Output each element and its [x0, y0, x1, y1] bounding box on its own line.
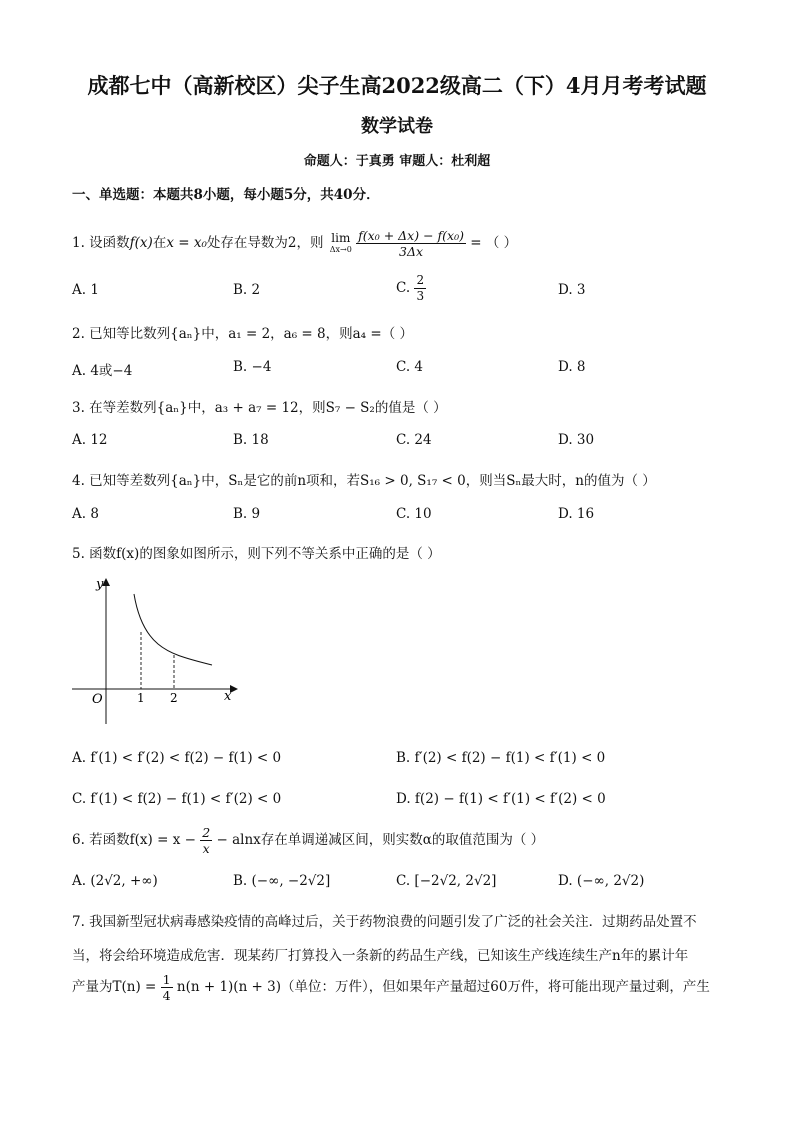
q1-fraction: [356, 228, 466, 259]
question-3-stem: 3. 在等差数列{aₙ}中，a₃ + a₇ = 12，则S₇ − S₂的值是（ ）: [72, 400, 447, 416]
q3-option-b: B. 18: [233, 432, 269, 448]
question-2-stem: 2. 已知等比数列{aₙ}中，a₁ = 2，a₆ = 8，则a₄ =（ ）: [72, 326, 413, 342]
q1-limit: [330, 232, 352, 256]
origin-label: O: [92, 692, 103, 707]
q5-option-b: B. f′(2) < f(2) − f(1) < f′(1) < 0: [396, 750, 606, 766]
question-7-line-3: [72, 972, 710, 1003]
q1-option-c: [396, 273, 426, 304]
q1-x0: x = x₀: [166, 235, 207, 251]
q7-text-a: 产量为T(n) =: [72, 979, 157, 995]
q2-option-c: C. 4: [396, 359, 424, 375]
q7-frac-den: 4: [162, 988, 171, 1003]
exam-subtitle: 数学试卷: [361, 116, 433, 137]
q1-fx: f(x): [129, 235, 153, 251]
exam-title: 成都七中（高新校区）尖子生高2022级高二（下）4月月考考试题: [87, 73, 707, 98]
q6-option-a: A. (2√2, +∞): [72, 873, 158, 889]
q6-option-c: C. [−2√2, 2√2]: [396, 873, 497, 889]
tick-label-1: 1: [137, 691, 145, 705]
q2-option-d: D. 8: [558, 359, 586, 375]
q1-option-d: D. 3: [558, 282, 586, 298]
q6-text-a: 6. 若函数f(x) = x −: [72, 832, 196, 848]
q6-frac-den: x: [202, 841, 210, 856]
q1-option-c-den: 3: [416, 289, 425, 303]
q5-function-graph: [66, 574, 246, 734]
y-axis-label: y: [96, 577, 104, 592]
question-7-line-2: 当，将会给环境造成危害．现某药厂打算投入一条新的药品生产线，已知该生产线连续生产n年的累计年: [72, 948, 689, 964]
tick-label-2: 2: [170, 691, 178, 705]
q6-text-b: − alnx存在单调递减区间，则实数α的取值范围为（ ）: [216, 832, 545, 848]
q4-option-c: C. 10: [396, 506, 432, 522]
question-5-stem: 5. 函数f(x)的图象如图所示，则下列不等关系中正确的是（ ）: [72, 546, 441, 562]
q1-text-b: 在: [152, 235, 167, 251]
x-axis-label: x: [224, 689, 232, 704]
curve-main: [134, 594, 212, 665]
question-4-stem: 4. 已知等差数列{aₙ}中，Sₙ是它的前n项和，若S₁₆ > 0, S₁₇ < 0，则当Sₙ最大时，n的值为（ ）: [72, 473, 656, 489]
q5-option-c: C. f′(1) < f(2) − f(1) < f′(2) < 0: [72, 791, 282, 807]
question-6-stem: [72, 825, 544, 856]
q2-option-a: A. 4或−4: [72, 363, 133, 379]
q6-option-b: B. (−∞, −2√2]: [233, 873, 331, 889]
q1-frac-num: f(x₀ + Δx) − f(x₀): [358, 228, 464, 243]
q7-text-b: n(n + 1)(n + 3)（单位：万件），但如果年产量超过60万件，将可能出现产量过剩，产生: [176, 979, 710, 995]
q3-option-a: A. 12: [72, 432, 108, 448]
section-heading: 一、单选题：本题共8小题，每小题5分，共40分．: [72, 187, 380, 203]
q6-fraction: [200, 825, 212, 856]
q1-text-a: 1. 设函数: [72, 235, 130, 251]
q4-option-a: A. 8: [72, 506, 99, 522]
q1-option-a: A. 1: [72, 282, 99, 298]
question-7-line-1: 7. 我国新型冠状病毒感染疫情的高峰过后，关于药物浪费的问题引发了广泛的社会关注．过期药品处置不: [72, 914, 697, 930]
q1-option-c-label: C.: [396, 280, 411, 296]
exam-authors: 命题人：于真勇 审题人：杜利超: [303, 154, 491, 169]
q6-frac-num: 2: [202, 825, 211, 840]
q5-option-d: D. f(2) − f(1) < f′(1) < f′(2) < 0: [396, 791, 606, 807]
q1-option-c-num: 2: [416, 273, 425, 287]
q7-fraction: [161, 972, 173, 1003]
q1-frac-den: 3Δx: [399, 244, 424, 259]
q1-tail: = （ ）: [470, 235, 518, 251]
q2-option-b: B. −4: [233, 359, 272, 375]
q1-lim-sub: Δx→0: [329, 244, 352, 254]
q1-option-c-fraction: [414, 273, 426, 304]
q1-text-c: 处存在导数为2，则: [206, 235, 324, 251]
q5-option-a: A. f′(1) < f′(2) < f(2) − f(1) < 0: [72, 750, 282, 766]
q4-option-d: D. 16: [558, 506, 595, 522]
question-1-stem: [72, 228, 517, 259]
q3-option-c: C. 24: [396, 432, 432, 448]
q1-lim-word: lim: [331, 230, 351, 245]
q6-option-d: D. (−∞, 2√2): [558, 873, 645, 889]
q1-option-b: B. 2: [233, 282, 261, 298]
q7-frac-num: 1: [162, 972, 171, 987]
q4-option-b: B. 9: [233, 506, 261, 522]
q3-option-d: D. 30: [558, 432, 595, 448]
